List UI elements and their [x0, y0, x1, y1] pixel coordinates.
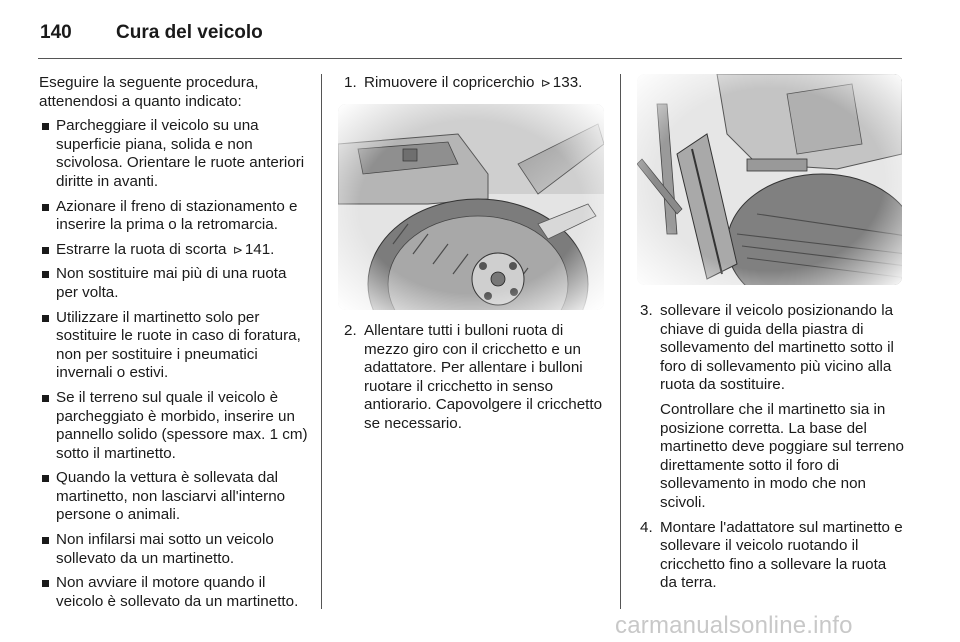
page-reference-link[interactable]: 141.: [244, 240, 275, 258]
watermark: carmanualsonline.info: [615, 612, 853, 639]
list-item-text: Non avviare il motore quando il veicolo è sollevato da un martinetto.: [56, 574, 299, 610]
bullet-icon: [42, 537, 49, 544]
bullet-icon: [42, 123, 49, 130]
bullet-icon: [42, 271, 49, 278]
page-reference-link[interactable]: 133.: [552, 74, 583, 91]
step-text: Rimuovere il copricerchio: [364, 74, 535, 91]
bullet-icon: [42, 395, 49, 402]
page-reference-icon: ⊳: [232, 242, 243, 257]
step-number: 2.: [344, 322, 357, 339]
step-number: 4.: [640, 518, 653, 536]
step-2: [344, 322, 606, 434]
step-1: [344, 74, 609, 93]
page-number: 140: [40, 22, 72, 43]
list-item: [39, 241, 309, 260]
column-divider-left: [321, 74, 322, 609]
step-text: Montare l'adattatore sul martinetto e sollevare il veicolo ruotando il cricchetto fino a sollevare la ruota da terra.: [660, 518, 903, 592]
step-text: sollevare il veicolo posizionando la chiave di guida della piastra di sollevamento del martinetto sotto il foro di sollevamento più vicino alla ruota da sostituire.: [660, 302, 894, 394]
bullet-icon: [42, 247, 49, 254]
page-reference-icon: ⊳: [540, 76, 551, 90]
list-item-text: Estrarre la ruota di scorta: [56, 240, 227, 258]
list-item-text: Non sostituire mai più di una ruota per volta.: [56, 265, 287, 301]
list-item-text: Se il terreno sul quale il veicolo è parcheggiato è morbido, inserire un pannello solido (spessore max. 1 cm) sotto il martinetto.: [56, 388, 308, 462]
steps-3-4: [640, 302, 906, 593]
bullet-icon: [42, 204, 49, 211]
precautions-list: [39, 117, 309, 611]
wheel-bolt-illustration: [338, 104, 604, 310]
wheel-hub-illustration: [338, 104, 604, 310]
list-item: [39, 265, 309, 302]
list-item: [39, 469, 309, 525]
page-header: [40, 18, 263, 48]
list-item: [39, 574, 309, 611]
bullet-icon: [42, 475, 49, 482]
list-item-text: Non infilarsi mai sotto un veicolo sollevato da un martinetto.: [56, 531, 274, 567]
list-item-text: Parcheggiare il veicolo su una superficie piana, solida e non scivolosa. Orientare le ruote anteriori diritte in avanti.: [56, 117, 305, 190]
bullet-icon: [42, 580, 49, 587]
jack-position-illustration: [637, 74, 902, 285]
step-3: [640, 302, 906, 513]
section-title: Cura del veicolo: [116, 22, 263, 43]
step-number: 1.: [344, 74, 357, 91]
step-one: [344, 74, 609, 93]
step-4: [640, 519, 906, 593]
list-item: [39, 198, 309, 235]
step-number: 3.: [640, 302, 653, 319]
list-item: [39, 309, 309, 383]
list-item-text: Quando la vettura è sollevata dal martinetto, non lasciarvi all'interno persone o animali.: [56, 469, 286, 524]
header-divider: [38, 58, 902, 59]
list-item-text: Azionare il freno di stazionamento e inserire la prima o la retromarcia.: [56, 197, 298, 234]
list-item: [39, 117, 309, 191]
list-item-text: Utilizzare il martinetto solo per sostituire le ruote in caso di foratura, non per sostituire i pneumatici invernali o estivi.: [56, 308, 301, 382]
bullet-icon: [42, 315, 49, 322]
list-item: [39, 389, 309, 463]
step-text: Allentare tutti i bulloni ruota di mezzo giro con il cricchetto e un adattatore. Per allentare i bulloni ruotare il cricchetto in senso antiorario. Capovolgere il cricchetto se necessario.: [364, 322, 603, 432]
list-item: [39, 531, 309, 568]
step-block: [344, 322, 606, 434]
step-note: Controllare che il martinetto sia in posizione corretta. La base del martinetto deve poggiare sul terreno direttamente sotto il foro di sollevamento in modo che non scivoli.: [660, 400, 904, 511]
column-divider-right: [620, 74, 621, 609]
procedure-intro: Eseguire la seguente procedura, attenendosi a quanto indicato:: [39, 74, 259, 110]
jack-illustration: [637, 74, 902, 285]
procedure-preparation-column: [39, 74, 309, 617]
